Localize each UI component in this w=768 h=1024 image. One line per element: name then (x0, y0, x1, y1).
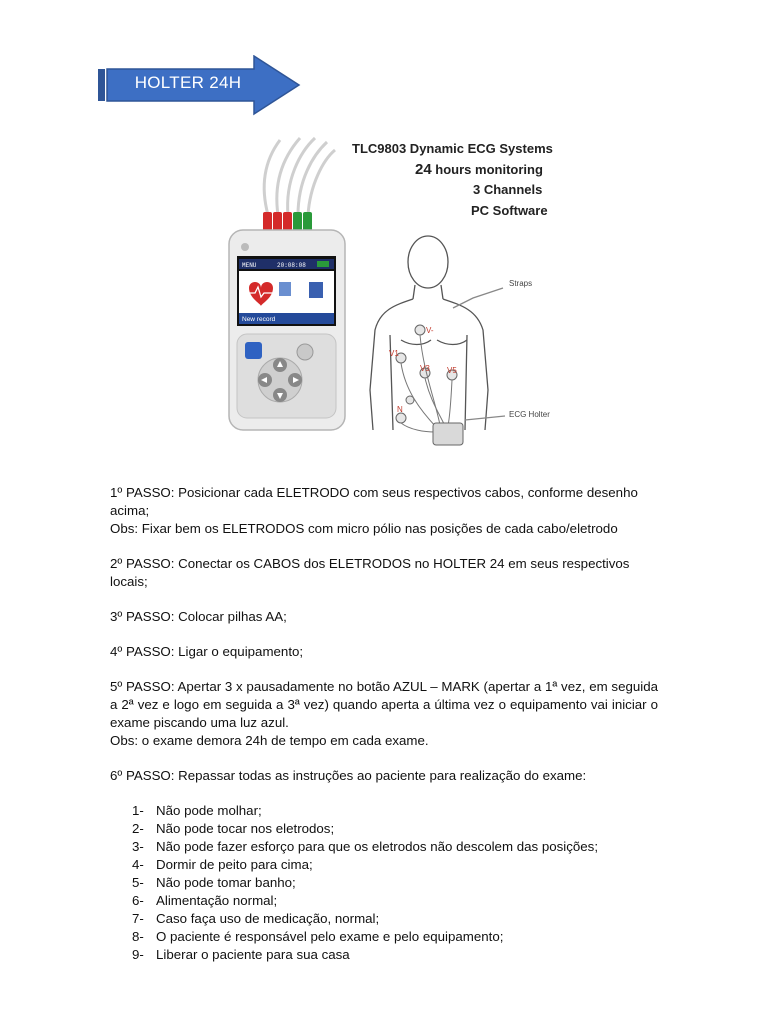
svg-text:V1: V1 (389, 349, 399, 358)
page-title: HOLTER 24H (134, 73, 242, 92)
list-item: 7- Caso faça uso de medicação, normal; (132, 911, 380, 926)
figure-caption-hours-text: hours monitoring (431, 162, 543, 177)
holter-illustration (205, 130, 557, 465)
list-item: 4- Dormir de peito para cima; (132, 857, 313, 872)
electrode-labels (389, 326, 457, 414)
patient-torso (370, 236, 505, 430)
figure-caption-system: TLC9803 Dynamic ECG Systems (352, 141, 553, 156)
lead-connectors (263, 212, 312, 232)
svg-text:V5: V5 (447, 366, 457, 375)
list-item: 1- Não pode molhar; (132, 803, 262, 818)
figure-label-straps: Straps (509, 279, 533, 288)
figure-caption-channels: 3 Channels (473, 182, 543, 197)
list-item: 5- Não pode tomar banho; (132, 875, 296, 890)
list-item: 6- Alimentação normal; (132, 893, 278, 908)
svg-text:V-: V- (426, 326, 434, 335)
instructions-body (110, 484, 658, 964)
step-2: 2º PASSO: Conectar os CABOS dos ELETRODOS no HOLTER 24 em seus respectivos locais; (110, 556, 630, 589)
step-5: 5º PASSO: Apertar 3 x pausadamente no botão AZUL – MARK (apertar a 1ª vez, em seguida a 2ª vez e logo em seguida a 3ª vez) quando aperta a última vez o equipamento vai iniciar o exame piscando uma luz azul. (110, 679, 658, 730)
step-6: 6º PASSO: Repassar todas as instruções ao paciente para realização do exame: (110, 768, 587, 783)
list-item: 2- Não pode tocar nos eletrodos; (132, 821, 335, 836)
figure-label-ecg-holter: ECG Holter (509, 410, 550, 419)
step-4: 4º PASSO: Ligar o equipamento; (110, 644, 304, 659)
svg-text:New record: New record (242, 316, 276, 323)
step-3: 3º PASSO: Colocar pilhas AA; (110, 609, 287, 624)
svg-text:MENU: MENU (242, 262, 257, 269)
figure-caption-hours-number: 24 (415, 161, 432, 178)
worn-holter-box (433, 423, 463, 445)
lead-wires (264, 138, 335, 215)
step-5-obs: Obs: o exame demora 24h de tempo em cada exame. (110, 733, 429, 748)
holter-device (229, 230, 345, 430)
electrode-wires (401, 335, 452, 432)
list-item: 3- Não pode fazer esforço para que os eletrodos não descolem das posições; (132, 839, 599, 854)
figure-caption-monitoring (415, 161, 543, 178)
svg-text:V3: V3 (420, 364, 430, 373)
list-item: 8- O paciente é responsável pelo exame e pelo equipamento; (132, 929, 504, 944)
step-1: 1º PASSO: Posicionar cada ELETRODO com seus respectivos cabos, conforme desenho acima; (110, 485, 638, 518)
step-1-obs: Obs: Fixar bem os ELETRODOS com micro pólio nas posições de cada cabo/eletrodo (110, 521, 618, 536)
title-arrow-banner (98, 55, 304, 117)
svg-text:N: N (397, 405, 403, 414)
patient-instructions-list (110, 802, 658, 964)
holter-figure (205, 130, 557, 465)
figure-caption-software: PC Software (471, 203, 548, 218)
list-item: 9- Liberar o paciente para sua casa (132, 947, 350, 962)
svg-text:20:08:08: 20:08:08 (277, 262, 306, 269)
